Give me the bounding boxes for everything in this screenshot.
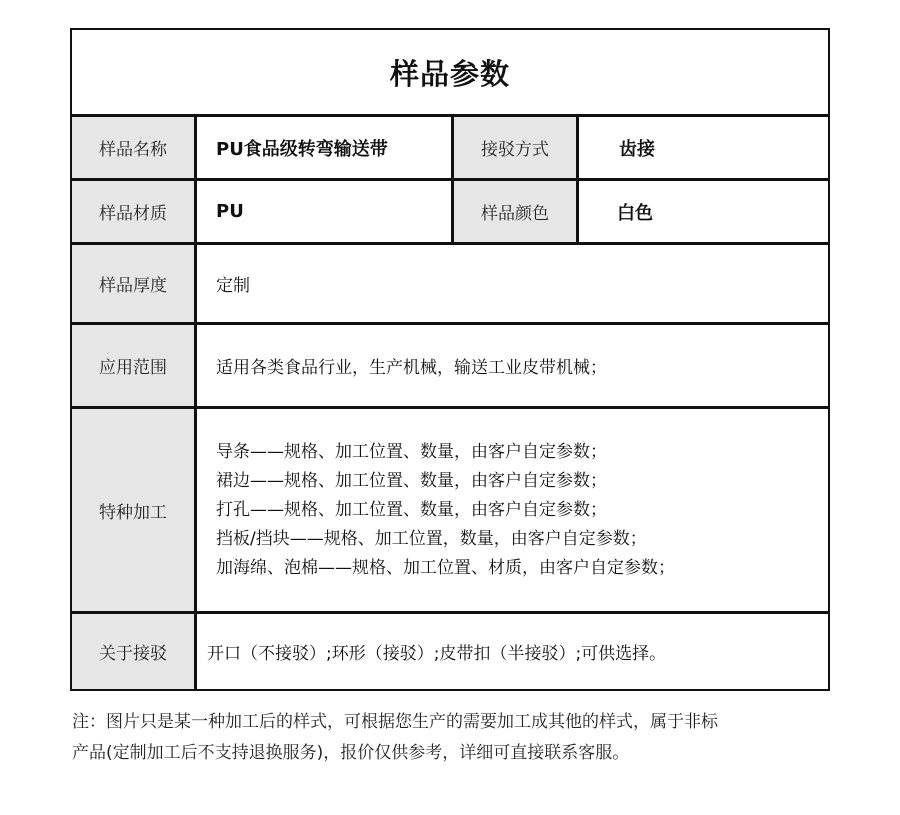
label-application: 应用范围 bbox=[72, 325, 197, 406]
value-sample-material: PU bbox=[197, 181, 454, 242]
footnote-line: 注：图片只是某一种加工后的样式，可根据您生产的需要加工成其他的样式，属于非标 bbox=[72, 712, 718, 732]
label-sample-color: 样品颜色 bbox=[454, 181, 579, 242]
footnote bbox=[72, 707, 842, 769]
row-sample-thickness bbox=[72, 242, 828, 322]
value-special-processing bbox=[197, 409, 828, 611]
row-sample-material bbox=[72, 178, 828, 242]
value-joint-info: 开口（不接驳）;环形（接驳）;皮带扣（半接驳）;可供选择。 bbox=[207, 644, 667, 664]
label-joint-method: 接驳方式 bbox=[454, 117, 579, 178]
row-special-processing bbox=[72, 406, 828, 611]
value-sample-name: PU食品级转弯输送带 bbox=[197, 117, 454, 178]
value-joint-method: 齿接 bbox=[619, 138, 655, 160]
footnote-line: 产品(定制加工后不支持退换服务)，报价仅供参考，详细可直接联系客服。 bbox=[72, 743, 630, 763]
value-sample-color: 白色 bbox=[617, 202, 653, 224]
table-title-row bbox=[72, 30, 828, 114]
special-line: 打孔——规格、加工位置、数量，由客户自定参数； bbox=[216, 499, 607, 520]
sample-parameters-table bbox=[70, 28, 830, 691]
label-sample-thickness: 样品厚度 bbox=[72, 245, 197, 322]
label-joint-info: 关于接驳 bbox=[72, 614, 197, 689]
special-line: 挡板/挡块——规格、加工位置，数量，由客户自定参数； bbox=[216, 528, 647, 549]
special-line: 加海绵、泡棉——规格、加工位置、材质，由客户自定参数； bbox=[216, 557, 675, 578]
label-sample-name: 样品名称 bbox=[72, 117, 197, 178]
value-application: 适用各类食品行业，生产机械，输送工业皮带机械； bbox=[216, 358, 607, 378]
table-title: 样品参数 bbox=[389, 56, 510, 91]
row-joint-info bbox=[72, 611, 828, 689]
special-line: 裙边——规格、加工位置、数量，由客户自定参数； bbox=[216, 470, 607, 491]
value-sample-thickness: 定制 bbox=[216, 276, 250, 296]
label-sample-material: 样品材质 bbox=[72, 181, 197, 242]
row-application bbox=[72, 322, 828, 406]
label-special-processing: 特种加工 bbox=[72, 409, 197, 611]
special-line: 导条——规格、加工位置、数量，由客户自定参数； bbox=[216, 441, 607, 462]
row-sample-name bbox=[72, 114, 828, 178]
